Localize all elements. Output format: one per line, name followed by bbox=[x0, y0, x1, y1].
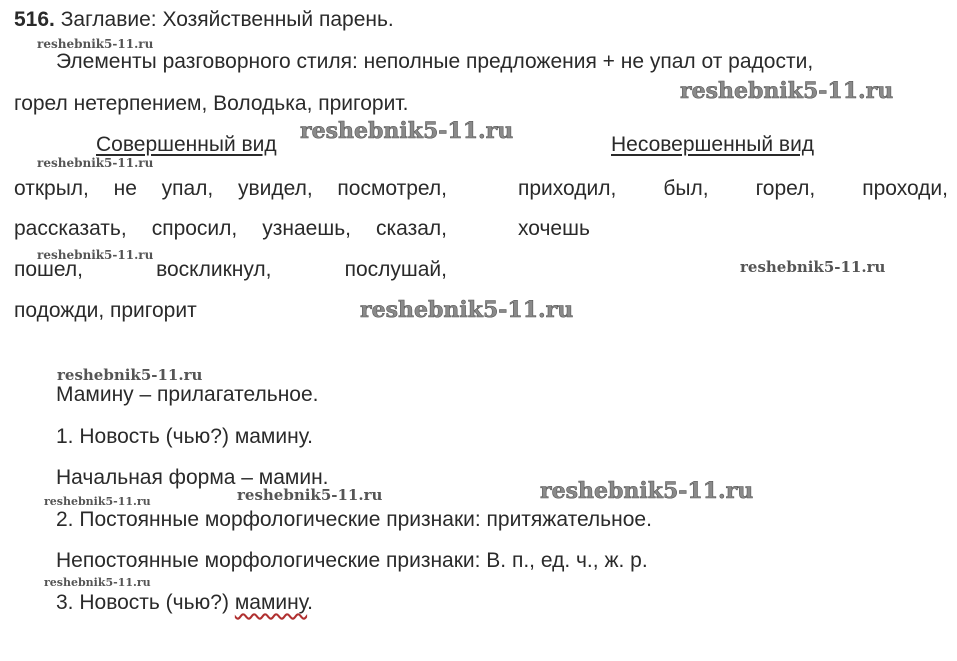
item-3-word: мамину bbox=[234, 591, 308, 614]
perfective-row bbox=[14, 217, 447, 241]
imperfective-row bbox=[518, 217, 590, 241]
verb: не bbox=[113, 177, 137, 200]
analysis-item-2: 2. Постоянные морфологические признаки: притяжательное. bbox=[56, 508, 652, 531]
watermark: reshebnik5-11.ru bbox=[237, 486, 383, 504]
paragraph-line-1: Элементы разговорного стиля: неполные предложения + не упал от радости, bbox=[56, 50, 814, 73]
watermark: reshebnik5-11.ru bbox=[540, 478, 754, 504]
verb: сказал, bbox=[375, 217, 447, 240]
watermark: reshebnik5-11.ru bbox=[37, 37, 154, 51]
analysis-nonconstant: Непостоянные морфологические признаки: В. п., ед. ч., ж. р. bbox=[56, 549, 648, 572]
imperfective-heading: Несовершенный вид bbox=[611, 133, 815, 156]
paragraph-line-2: горел нетерпением, Володька, пригорит. bbox=[14, 92, 409, 115]
task-title: Заглавие: Хозяйственный парень. bbox=[60, 8, 394, 31]
verb: посмотрел, bbox=[337, 177, 447, 200]
watermark: reshebnik5-11.ru bbox=[680, 78, 894, 104]
verb: узнаешь, bbox=[262, 217, 351, 240]
verb: спросил, bbox=[151, 217, 238, 240]
verb: проходи, bbox=[862, 177, 948, 200]
watermark: reshebnik5-11.ru bbox=[300, 118, 514, 144]
perfective-row bbox=[14, 299, 197, 323]
analysis-word: Мамину – прилагательное. bbox=[56, 383, 319, 406]
verb: упал, bbox=[161, 177, 214, 200]
verb: послушай, bbox=[344, 258, 447, 281]
watermark: reshebnik5-11.ru bbox=[44, 495, 151, 508]
verb: пошел, bbox=[14, 258, 83, 281]
imperfective-row bbox=[518, 177, 948, 201]
verb: увидел, bbox=[237, 177, 313, 200]
verb: горел, bbox=[755, 177, 816, 200]
verb: приходил, bbox=[518, 177, 617, 200]
perfective-row bbox=[14, 177, 447, 201]
watermark: reshebnik5-11.ru bbox=[740, 258, 886, 276]
watermark: reshebnik5-11.ru bbox=[57, 366, 203, 384]
analysis-item-1: 1. Новость (чью?) мамину. bbox=[56, 425, 313, 448]
verb: пригорит bbox=[110, 299, 197, 322]
perfective-heading: Совершенный вид bbox=[96, 133, 277, 156]
analysis-initial-form: Начальная форма – мамин. bbox=[56, 466, 329, 489]
watermark: reshebnik5-11.ru bbox=[37, 248, 154, 262]
verb: был, bbox=[663, 177, 709, 200]
verb: воскликнул, bbox=[156, 258, 272, 281]
item-3-suffix: . bbox=[307, 591, 313, 614]
verb: рассказать, bbox=[14, 217, 127, 240]
watermark: reshebnik5-11.ru bbox=[37, 156, 154, 170]
item-3-prefix: 3. Новость (чью?) bbox=[56, 591, 235, 614]
task-number: 516. bbox=[14, 8, 55, 31]
verb: подожди, bbox=[14, 299, 105, 322]
analysis-item-3 bbox=[56, 591, 313, 615]
watermark: reshebnik5-11.ru bbox=[360, 297, 574, 323]
task-header bbox=[14, 8, 394, 32]
verb: хочешь bbox=[518, 217, 590, 240]
watermark: reshebnik5-11.ru bbox=[44, 576, 151, 589]
verb: открыл, bbox=[14, 177, 89, 200]
